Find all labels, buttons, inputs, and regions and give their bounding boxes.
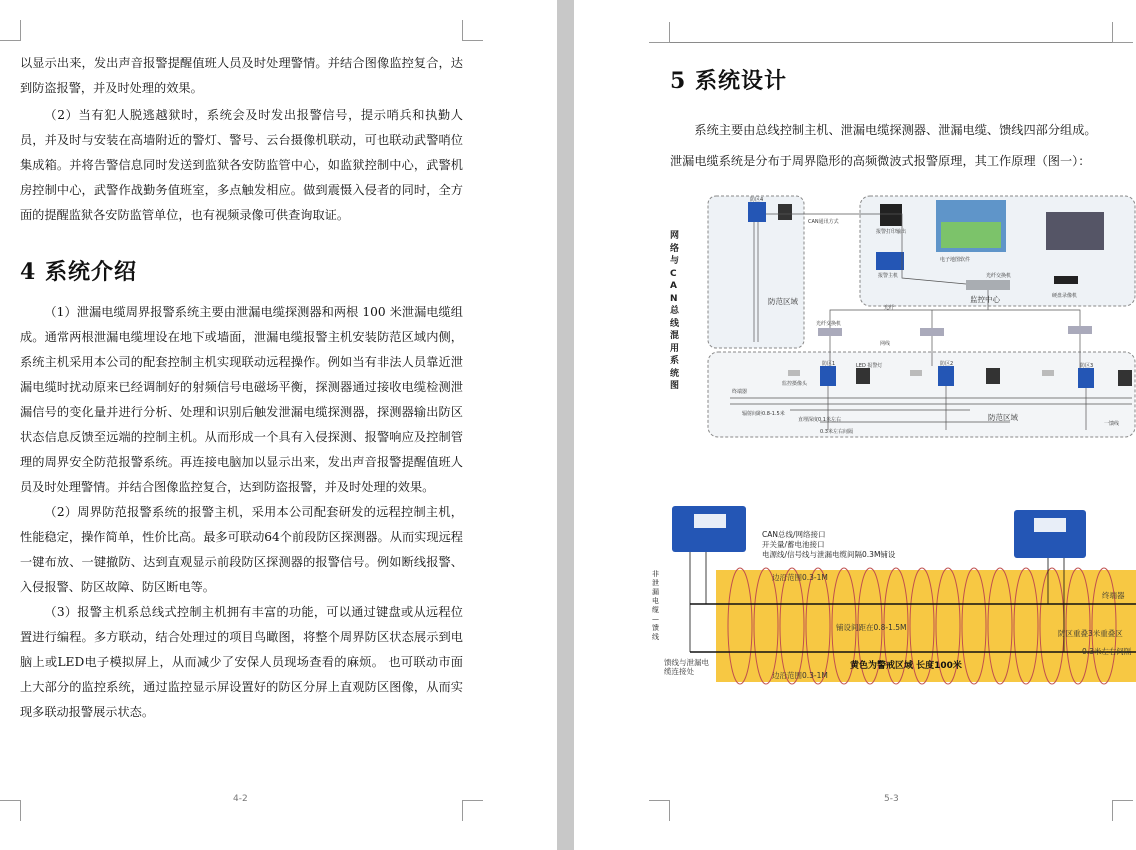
section-heading-5: 5 系统设计 (670, 68, 787, 94)
page-gutter (557, 0, 574, 850)
map-software-green (941, 222, 1001, 248)
camera-1-icon (788, 370, 800, 376)
network-label: 网线 (880, 341, 891, 347)
right-document-page (574, 0, 1136, 850)
defense-area-label: 防范区域 (768, 297, 798, 306)
defense-area-2-label: 防范区域 (988, 413, 1018, 422)
camera-2-icon (910, 370, 922, 376)
camera-label: 监控摄像头 (782, 381, 808, 387)
left-document-page (0, 0, 557, 850)
crop-mark-bottom-right (1112, 800, 1133, 821)
edge-range-top-label: 边沿范围0.3-1M (772, 573, 828, 582)
paragraph-continued: 以显示出来，发出声音报警提醒值班人员及时处理警情。并结合图像监控复合，达到防盗报警，并及时处理的效果。 (20, 56, 463, 95)
paragraph-escape-alarm: （2）当有犯人脱逃越狱时，系统会及时发出报警信号，提示哨兵和执勤人员，并及时与安装在高墙附近的警灯、警号、云台摄像机联动，可也联动武警哨位集成箱。并将告警信息同时发送到监狱各安防监管中心，如监狱控制中心，武警机房控制中心，武警作战勤务值班室，多点触发相应。做到震慑入侵者的同时，全方面的提醒监狱各安防监管单位，也有视频录像可供查询取证。 (20, 108, 463, 222)
host-label: 报警主机 (878, 273, 899, 279)
right-text-block (670, 118, 1120, 174)
can-interface-label: CAN总线/网络接口 (762, 530, 826, 539)
crop-mark-bottom-left (0, 800, 21, 821)
printer-icon (880, 204, 902, 226)
left-detector-screen (694, 514, 726, 528)
zone3-label: 防区3 (1080, 363, 1094, 369)
page-number: 4-2 (233, 794, 248, 804)
distance-2-label: 直埋深度0.1米左右 (798, 417, 841, 423)
core-switch-icon (966, 280, 1010, 290)
recorder-label: 硬盘录像机 (1052, 293, 1078, 299)
diagram-vertical-title: 网络与CAN总线混用系统图 (670, 231, 680, 391)
feeder-vertical-label: 非泄漏电缆—馈线 (652, 570, 659, 641)
paragraph-intro-1: （1）泄漏电缆周界报警系统主要由泄漏电缆探测器和两根 100 米泄漏电缆组成。通常两根泄漏电缆埋设在地下或墙面，泄漏电缆报警主机安装防范区域内侧，系统主机采用本公司的配套控制主机实现联动远程操作。例如当有非法人员靠近泄漏电缆时扰动原来已经调制好的射频信号电磁场平衡，探测器通过接收电缆检测泄漏信号的变化量并进行分析、处理和识别后触发泄漏电缆探测器，探测器输出防区状态信息反馈至远端的控制主机。从而形成一个具有入侵探测、报警响应及控制管理的周界安全防范报警系统。再连接电脑加以显示出来，发出声音报警提醒值班人员及时处理警情。并结合图像监控复合，达到防盗报警，并及时处理的效果。 (20, 305, 463, 494)
distance-1-label: 辐射间距0.8-1.5米 (742, 411, 785, 417)
paragraph-components: 系统主要由总线控制主机、泄漏电缆探测器、泄漏电缆、馈线四部分组成。 (694, 123, 1097, 137)
overlap-label: 防区重叠3米重叠区 (1058, 629, 1123, 638)
fiber-switch-3-icon (1068, 326, 1092, 334)
fiber-label: 光纤 (884, 305, 895, 311)
led-panel-icon (778, 204, 792, 220)
interface-labels (762, 530, 895, 560)
crop-mark-bottom-right (462, 800, 483, 821)
left-detector-host (672, 506, 746, 552)
fiber-switch-2-icon (920, 328, 944, 336)
crop-mark-top-right (462, 20, 483, 41)
terminal-label: 终端器 (1102, 591, 1125, 600)
switch-interface-label: 开关量/蓄电池接口 (762, 540, 825, 549)
power-line-label: 电源线/信号线与泄漏电缆间隔0.3M铺设 (762, 550, 896, 559)
header-rule (670, 42, 1112, 43)
switch-label: 光纤交换机 (986, 273, 1012, 279)
network-can-system-diagram (670, 192, 1136, 442)
paragraph-principle: 泄漏电缆系统是分布于周界隐形的高频微波式报警原理，其工作原理（图一）： (670, 154, 1091, 168)
crop-mark-top-right (1112, 22, 1133, 43)
led-alarm-3-icon (1118, 370, 1132, 386)
feeder-joint-label: 馈线与泄漏电缆连接处 (664, 658, 709, 676)
edge-range-bottom-label: 边沿范围0.3-1M (772, 671, 828, 680)
alarm-host-icon (876, 252, 904, 270)
left-text-block-1 (20, 51, 463, 228)
led-label: LED 报警灯 (856, 363, 883, 369)
monitor-center-label: 监控中心 (970, 295, 1000, 304)
zone2-detector-icon (938, 366, 954, 386)
zone4-label: 防区4 (750, 197, 764, 203)
paragraph-intro-2: （2）周界防范报警系统的报警主机，采用本公司配套研发的远程控制主机，性能稳定，操作简单，性价比高。最多可联动64个前段防区探测器。从而实现远程一键布放、一键撤防、达到直观显示前段防区探测器的报警信号。例如断线报警、入侵报警、防区故障、防区断电等。 (20, 505, 463, 594)
warning-zone-label: 黄色为警戒区域 长度100米 (850, 661, 962, 671)
spacing-label: 铺设间距在0.8-1.5M (836, 623, 907, 632)
gap-label: 0.3米左右间隔 (1082, 647, 1132, 656)
crop-mark-bottom-left (649, 800, 670, 821)
terminal-label: 终端器 (732, 389, 748, 395)
crop-mark-top-left (649, 22, 670, 43)
feeder-label: 一馈线 (1104, 421, 1120, 427)
dvr-icon (1054, 276, 1078, 284)
right-detector-screen (1034, 518, 1066, 532)
zone4-detector-icon (748, 202, 766, 222)
crop-mark-top-left (0, 20, 21, 41)
zone1-detector-icon (820, 366, 836, 386)
zone1-label: 防区1 (822, 361, 836, 367)
video-wall-icon (1046, 212, 1104, 250)
leaky-cable-layout-diagram (652, 506, 1136, 690)
zone3-detector-icon (1078, 368, 1094, 388)
page-number: 5-3 (884, 794, 899, 804)
left-text-block-2 (20, 300, 463, 725)
distance-3-label: 0.3米左右间隔 (820, 429, 853, 435)
led-alarm-1-icon (856, 368, 870, 384)
led-alarm-2-icon (986, 368, 1000, 384)
section-heading-4: 4 系统介绍 (20, 259, 137, 285)
right-detector-host (1014, 510, 1086, 558)
zone2-label: 防区2 (940, 361, 954, 367)
map-software-label: 电子地图软件 (940, 257, 971, 263)
paragraph-intro-3: （3）报警主机系总线式控制主机拥有丰富的功能，可以通过键盘或从远程位置进行编程。多方联动，结合处理过的项目鸟瞰图，将整个周界防区状态展示到电脑上或LED电子模拟屏上，从而减少了安保人员现场查看的麻烦。 也可联动市面上大部分的监控系统，通过监控显示屏设置好的防区分屏上直观防区图像，从而实现多联动报警展示状态。 (20, 605, 463, 719)
camera-3-icon (1042, 370, 1054, 376)
can-mode-label: CAN通讯方式 (808, 219, 839, 225)
fiber-switch-1-icon (818, 328, 842, 336)
printer-label: 报警打印输出 (876, 229, 907, 235)
fiber-switch-1-label: 光纤交换机 (816, 321, 842, 327)
field-zone-box (708, 352, 1135, 437)
